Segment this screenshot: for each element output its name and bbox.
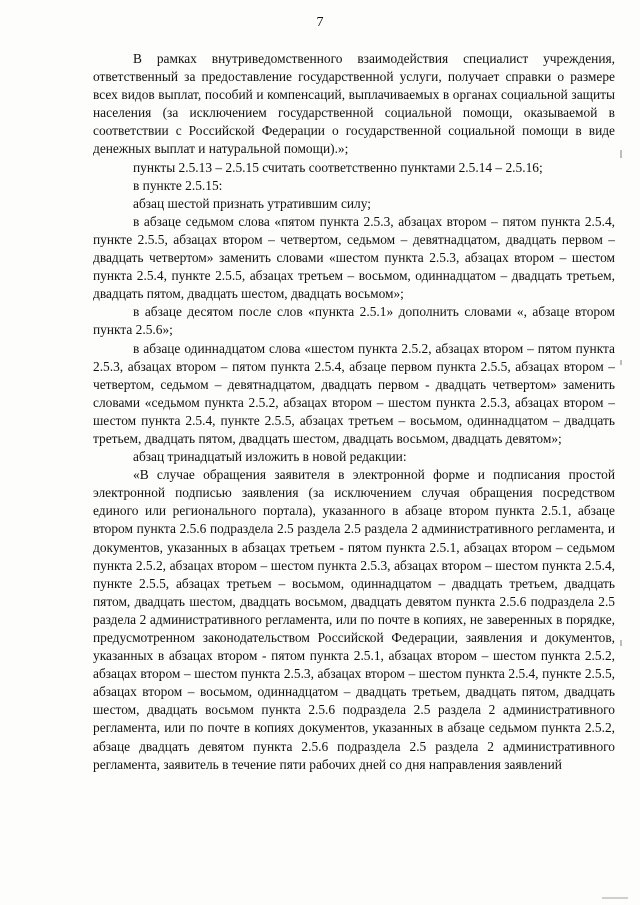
paragraph-tenth-add: в абзаце десятом после слов «пункта 2.5.1» дополнить словами «, абзаце втором пункта 2.5.6»; [93, 304, 615, 338]
page-number: 7 [316, 15, 324, 30]
paragraph-renumber-points: пункты 2.5.13 – 2.5.15 считать соответственно пунктами 2.5.14 – 2.5.16; [133, 159, 543, 175]
scan-artifact [620, 640, 622, 646]
scan-artifact [620, 360, 622, 365]
document-body [93, 50, 615, 774]
paragraph-interagency-interaction: В рамках внутриведомственного взаимодействия специалист учреждения, ответственный за предоставление государственной услуги, получает справки о размере всех видов выплат, пособий и компенсаций, выплачиваемых в органах социальной защиты населения (за исключением государственной социальной помощи, оказываемой в соответствии с Российской Федерации о государственной социальной помощи в виде денежных выплат и натуральной помощи).»; [93, 51, 615, 157]
paragraph-thirteenth-new: абзац тринадцатый изложить в новой редакции: [133, 449, 407, 465]
scan-artifact [620, 150, 622, 158]
paragraph-eleventh-replace: в абзаце одиннадцатом слова «шестом пункта 2.5.2, абзацах втором – пятом пункта 2.5.3, абзацах втором – пятом пункта 2.5.4, абзаце первом пункта 2.5.5, абзацах втором – четвертом, седьмом – девятнадцатом, двадцать первом - двадцать четвертом» заменить словами «седьмом пункта 2.5.2, абзацах втором – шестом пункта 2.5.3, абзацах втором – шестом пункта 2.5.4, пункте 2.5.5, абзацах третьем – восьмом, одиннадцатом – двадцать третьем, двадцать пятом, двадцать шестом, двадцать восьмом, двадцать девятом»; [93, 340, 615, 446]
scan-artifact [602, 897, 628, 899]
paragraph-seventh-replace: в абзаце седьмом слова «пятом пункта 2.5.3, абзацах втором – пятом пункта 2.5.4, пункте 2.5.5, абзацах втором – четвертом, седьмом – девятнадцатом, двадцать первом – двадцать четвертом» заменить словами «шестом пункта 2.5.3, абзацах втором – шестом пункта 2.5.4, пункте 2.5.5, абзацах третьем – восьмом, одиннадцатом – двадцать третьем, двадцать пятом, двадцать шестом, двадцать восьмом»; [93, 213, 615, 302]
paragraph-sixth-void: абзац шестой признать утратившим силу; [133, 195, 371, 211]
paragraph-point-2-5-15: в пункте 2.5.15: [133, 177, 223, 193]
paragraph-new-wording: «В случае обращения заявителя в электронной форме и подписания простой электронной подписью заявления (за исключением случая обращения посредством единого или регионального портала), указанного в абзаце втором пункта 2.5.1, абзаце втором пункта 2.5.6 подраздела 2.5 раздела 2.5 раздела 2 административного регламента, и документов, указанных в абзацах третьем - пятом пункта 2.5.1, абзацах втором – седьмом пункта 2.5.2, абзацах втором – шестом пункта 2.5.3, абзацах втором – шестом пункта 2.5.4, пункте 2.5.5, абзацах третьем – восьмом, одиннадцатом – двадцать третьем, двадцать пятом, двадцать шестом, двадцать восьмом, двадцать девятом пункта 2.5.6 подраздела 2.5 раздела 2 административного регламента, или по почте в копиях, не заверенных в порядке, предусмотренном законодательством Российской Федерации, заявления и документов, указанных в абзацах втором - пятом пункта 2.5.1, абзацах втором – шестом пункта 2.5.2, абзацах втором – шестом пункта 2.5.3, абзацах втором – шестом пункта 2.5.4, пункте 2.5.5, абзацах втором – восьмом, одиннадцатом – двадцать третьем, двадцать пятом, двадцать шестом, двадцать восьмом пункта 2.5.6 подраздела 2.5 раздела 2 административного регламента, или по почте в копиях документов, указанных в абзаце седьмом пункта 2.5.2, абзаце двадцать девятом пункта 2.5.6 подраздела 2.5 раздела 2 административного регламента, заявитель в течение пяти рабочих дней со дня направления заявлений [93, 467, 615, 772]
